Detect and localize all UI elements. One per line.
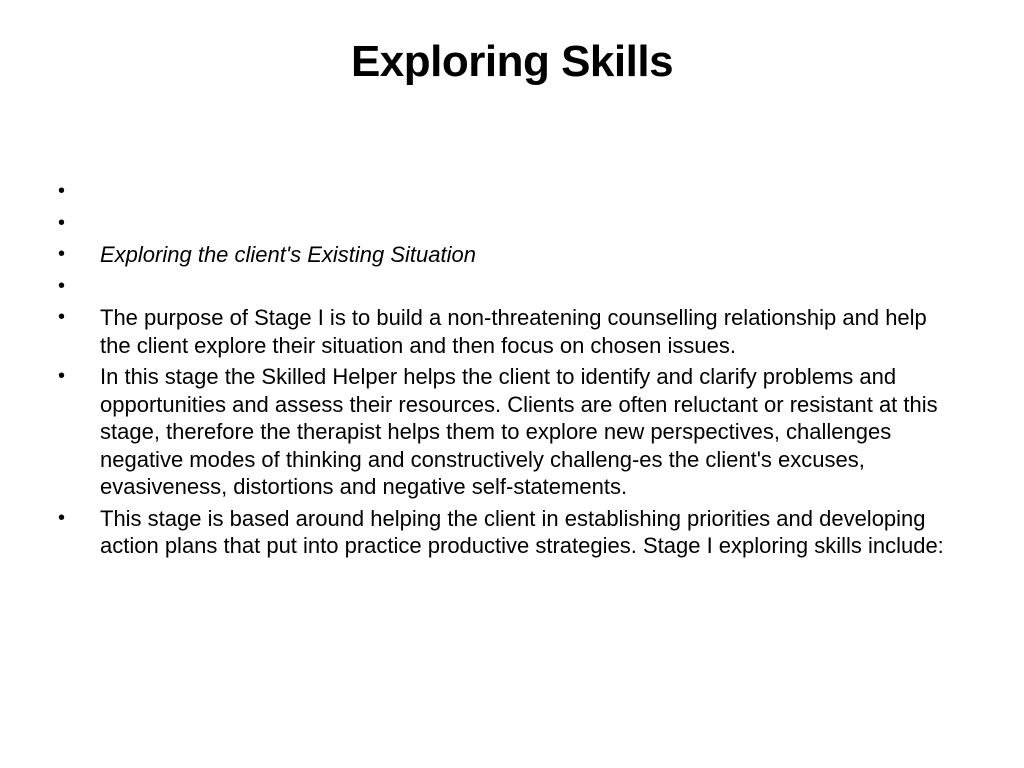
bullet-text: In this stage the Skilled Helper helps the client to identify and clarify problems and opportunities and assess their resources. Clients are often reluctant or resistant at this stage, therefore the therapist helps them to explore new perspectives, challenges negative modes of thinking and constructively challeng-es the client's excuses, evasiveness, distortions and negative self-statements.	[100, 364, 938, 499]
bullet-text: The purpose of Stage I is to build a non-threatening counselling relationship and help the client explore their situation and then focus on chosen issues.	[100, 305, 927, 358]
slide-title: Exploring Skills	[350, 37, 674, 86]
bullet-icon: •	[58, 306, 66, 328]
bullet-icon: •	[58, 243, 66, 265]
list-item	[58, 363, 958, 501]
list-item	[58, 304, 958, 359]
bullet-text: This stage is based around helping the client in establishing priorities and developing action plans that put into practice productive strategies. Stage I exploring skills include:	[100, 505, 944, 558]
bullet-text: Exploring the client's Existing Situation	[100, 242, 476, 267]
bullet-list	[58, 178, 958, 564]
list-item	[58, 273, 958, 301]
bullet-icon: •	[58, 365, 66, 387]
bullet-icon: •	[58, 506, 66, 529]
list-item	[58, 210, 958, 238]
list-item	[58, 505, 958, 560]
bullet-icon: •	[58, 274, 66, 297]
list-item	[58, 178, 958, 206]
bullet-icon: •	[58, 180, 66, 202]
list-item	[58, 241, 958, 269]
bullet-icon: •	[58, 211, 66, 234]
